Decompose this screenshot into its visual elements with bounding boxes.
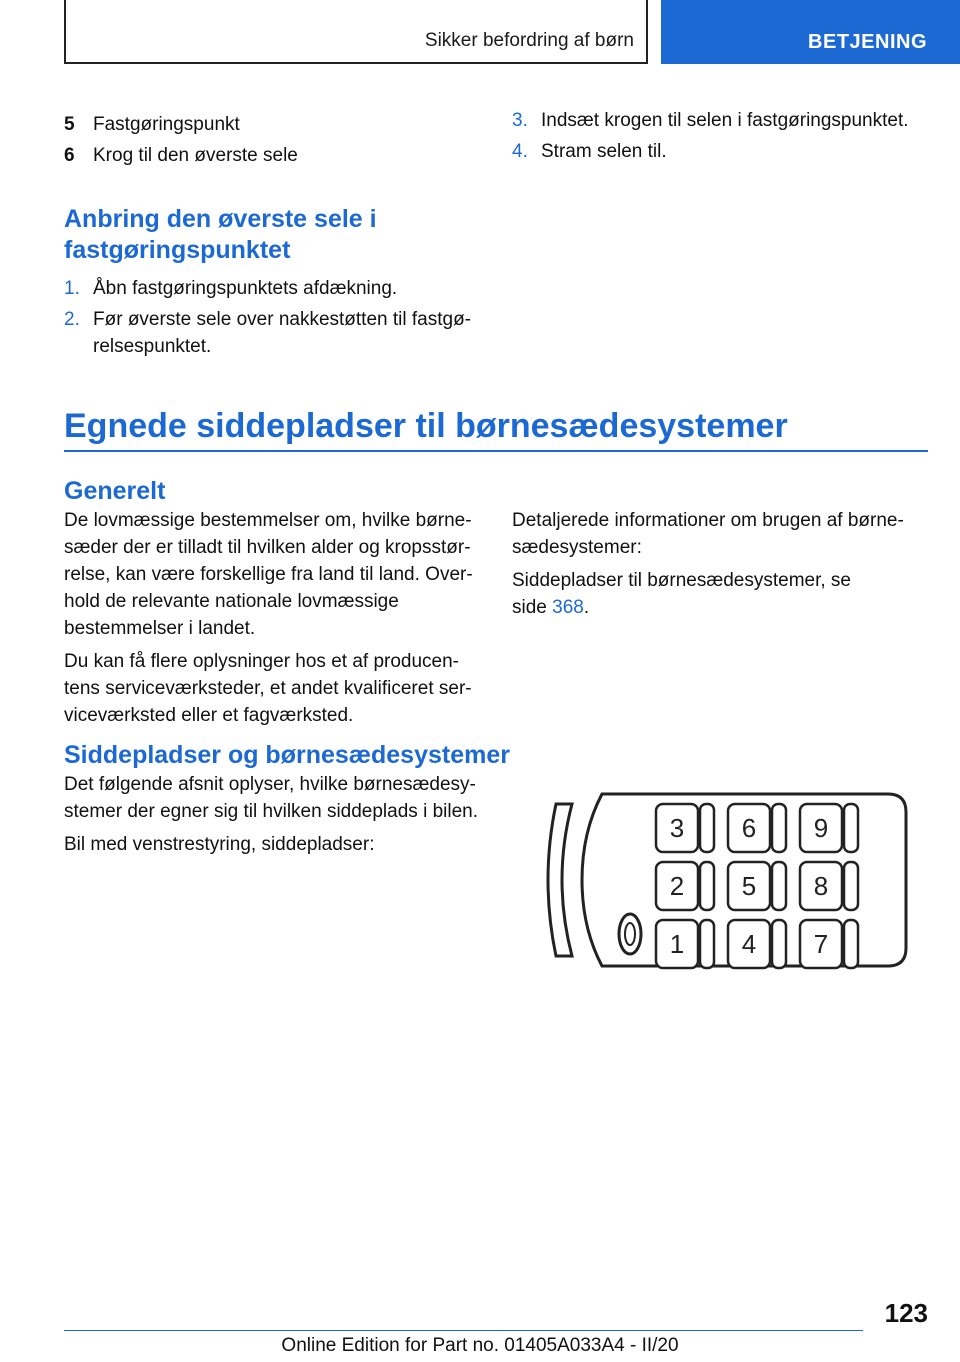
- step-item: [512, 107, 932, 134]
- seat-6: [728, 804, 786, 852]
- siddepladser-heading: Siddepladser og børnesædesystemer: [64, 741, 510, 769]
- step-text: Før øverste sele over nakkestøtten til fastgø-relsespunktet.: [93, 309, 471, 357]
- generelt-right: [512, 507, 922, 627]
- generelt-paragraph: Du kan få flere oplysninger hos et af producen-tens serviceværksteder, et andet kvalificeret ser-viceværksted eller et fagværksted.: [64, 651, 472, 726]
- page-number: 123: [884, 1298, 928, 1328]
- legend-number: 5: [64, 114, 75, 135]
- header-left-box: [64, 0, 648, 64]
- step-item: [64, 306, 493, 360]
- generelt-paragraph: Detaljerede informationer om brugen af børne-sædesystemer:: [512, 510, 904, 558]
- step-item: [512, 138, 932, 165]
- seat-9: [800, 804, 858, 852]
- legend-list: [64, 111, 484, 169]
- seat-diagram: [532, 788, 916, 979]
- step-number: 2.: [64, 309, 80, 330]
- step-text: Åbn fastgøringspunktets afdækning.: [93, 278, 398, 299]
- seat-number: 7: [813, 929, 829, 959]
- seat-2: [656, 862, 714, 910]
- seat-backrest: [772, 804, 786, 852]
- header-section-tab[interactable]: [661, 0, 960, 64]
- seat-5: [728, 862, 786, 910]
- siddepladser-section: [64, 740, 510, 864]
- footer-edition: Online Edition for Part no. 01405A033A4 - II/20: [281, 1335, 679, 1356]
- seat-7: [800, 920, 858, 968]
- generelt-paragraph: De lovmæssige bestemmelser om, hvilke børne-sæder der er tilladt til hvilken alder og kropsstør-relse, kan være forskellige fra land til land. Over-hold de relevante nationale lovmæssige bestemmelser i landet.: [64, 510, 473, 639]
- seat-number: 6: [741, 813, 757, 843]
- seat-number: 4: [741, 929, 757, 959]
- seat-number: 2: [669, 871, 685, 901]
- seat-backrest: [844, 804, 858, 852]
- header-section-label: BETJENING: [808, 31, 927, 53]
- legend-item: [64, 111, 484, 138]
- seat-1: [656, 920, 714, 968]
- header-title: Sikker befordring af børn: [424, 30, 634, 51]
- reference-end: .: [583, 597, 590, 618]
- siddepladser-paragraph: Bil med venstrestyring, siddepladser:: [64, 834, 375, 855]
- main-heading: Egnede siddepladser til børnesædesystemer: [64, 407, 788, 445]
- legend-text: Krog til den øverste sele: [93, 145, 298, 166]
- step-number: 3.: [512, 110, 528, 131]
- heading-rule: [64, 450, 928, 452]
- anchor-steps-continued: [512, 107, 932, 169]
- generelt-heading: Generelt: [64, 477, 166, 505]
- seat-backrest: [844, 920, 858, 968]
- seat-3: [656, 804, 714, 852]
- legend-text: Fastgøringspunkt: [93, 114, 240, 135]
- seat-backrest: [700, 920, 714, 968]
- step-text: Stram selen til.: [541, 141, 667, 162]
- car-seat-layout: [532, 788, 916, 974]
- seat-number: 3: [669, 813, 685, 843]
- anchor-section: [64, 204, 484, 364]
- seat-backrest: [772, 862, 786, 910]
- legend-item: [64, 142, 484, 169]
- anchor-heading: Anbring den øverste sele i fastgøringspunktet: [64, 205, 377, 264]
- footer-rule: [64, 1330, 863, 1331]
- page-link[interactable]: 368: [552, 597, 584, 618]
- step-text: Indsæt krogen til selen i fastgøringspunktet.: [541, 110, 909, 131]
- reference-text: Siddepladser til børnesædesystemer, se side: [512, 570, 851, 618]
- step-number: 1.: [64, 278, 80, 299]
- generelt-section: [64, 476, 480, 735]
- seat-4: [728, 920, 786, 968]
- seat-number: 1: [669, 929, 685, 959]
- legend-number: 6: [64, 145, 75, 166]
- step-item: [64, 275, 484, 302]
- seat-backrest: [844, 862, 858, 910]
- siddepladser-paragraph: Det følgende afsnit oplyser, hvilke børnesædesy-stemer der egner sig til hvilken siddeplads i bilen.: [64, 774, 478, 822]
- seat-number: 9: [813, 813, 829, 843]
- seat-backrest: [700, 804, 714, 852]
- seat-number: 8: [813, 871, 829, 901]
- step-number: 4.: [512, 141, 528, 162]
- seat-backrest: [700, 862, 714, 910]
- seat-8: [800, 862, 858, 910]
- generelt-reference: [512, 567, 872, 621]
- seat-number: 5: [741, 871, 757, 901]
- seat-backrest: [772, 920, 786, 968]
- steering-wheel-icon: [619, 914, 641, 954]
